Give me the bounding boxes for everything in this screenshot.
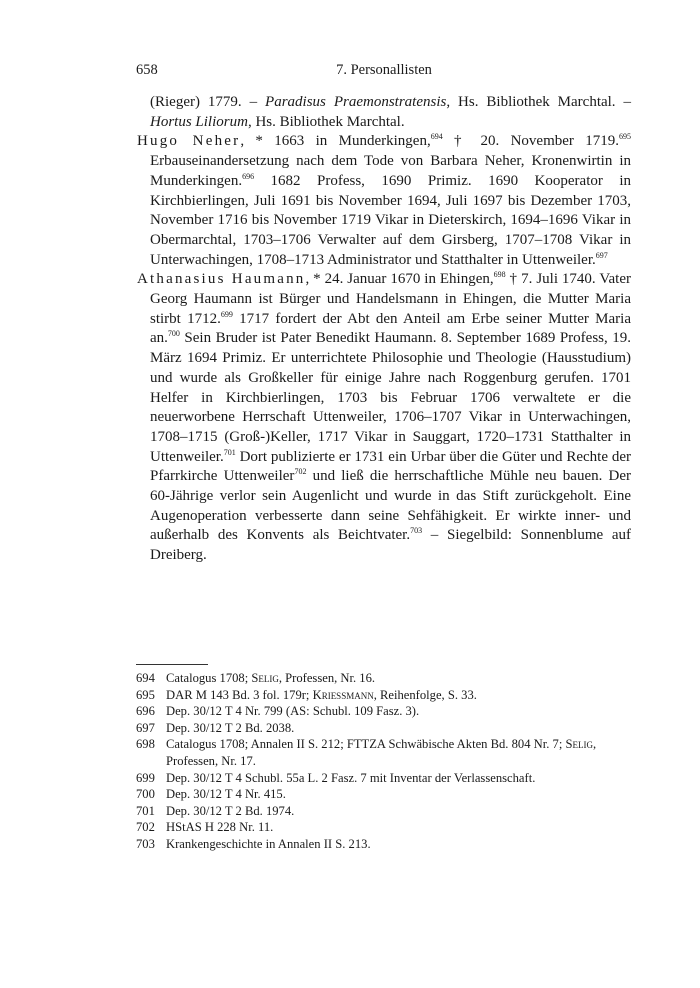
footnote-ref: 698 [493, 270, 506, 280]
footnote-number: 697 [136, 720, 155, 735]
footnote-ref: 696 [242, 171, 255, 181]
footnote-text: Dep. 30/12 T 4 Nr. 415. [166, 787, 286, 802]
footnote-text: DAR M 143 Bd. 3 fol. 179r; Kriessmann, Reihenfolge, S. 33. [166, 687, 477, 702]
footnote-ref: 697 [595, 250, 608, 260]
footnote-number: 696 [136, 704, 155, 719]
footnote-number: 699 [136, 770, 155, 785]
footnote [136, 703, 632, 720]
footnote-text: Krankengeschichte in Annalen II S. 213. [166, 836, 371, 851]
footnote-number: 695 [136, 687, 155, 702]
intro-title-1: Paradisus Praemonstratensis [265, 94, 447, 110]
footnote [136, 770, 632, 787]
footnote [136, 687, 632, 704]
entry-name: Athanasius Haumann [137, 271, 306, 288]
footnote-ref: 701 [223, 447, 236, 457]
footnotes [136, 670, 632, 853]
footnote-text: HStAS H 228 Nr. 11. [166, 820, 274, 835]
footnote-number: 698 [136, 737, 155, 752]
footnote-ref: 699 [220, 309, 233, 319]
footnote-text: Dep. 30/12 T 4 Schubl. 55a L. 2 Fasz. 7 mit Inventar der Verlassenschaft. [166, 770, 536, 785]
footnote-text: Dep. 30/12 T 2 Bd. 1974. [166, 803, 295, 818]
entry-text: † 20. November 1719. [442, 133, 619, 150]
intro-text: (Rieger) 1779. – [150, 94, 266, 110]
footnote-ref: 695 [619, 132, 631, 142]
footnote [136, 836, 632, 853]
page-header [136, 62, 632, 82]
footnote-ref: 694 [430, 132, 443, 142]
footnote-number: 701 [136, 803, 155, 818]
footnote [136, 736, 632, 769]
footnote-number: 694 [136, 671, 155, 685]
entry-name: Hugo Neher [137, 133, 241, 150]
entry-text: 1717 fordert der Abt den Anteil am Erbe seiner Mutter Maria an. [150, 310, 631, 347]
entry-text: – Siegelbild: Sonnenblume auf Dreiberg. [150, 527, 631, 564]
entry-text: Dort publizierte er 1731 ein Urbar über die Güter und Rechte der Pfarrkirche Uttenweiler [150, 448, 631, 485]
footnote-divider [136, 664, 208, 665]
entry-athanasius-haumann [137, 270, 631, 566]
footnote [136, 803, 632, 820]
main-text [137, 93, 631, 566]
footnote [136, 819, 632, 836]
footnote [136, 670, 632, 687]
entry-text: † 7. Juli 1740. Vater Georg Haumann ist Bürger und Handelsmann in Ehingen, die Mutter Maria stirbt 1712. [150, 271, 631, 327]
footnote-text: Dep. 30/12 T 2 Bd. 2038. [166, 720, 295, 735]
footnote [136, 720, 632, 737]
running-title: 7. Personallisten [336, 62, 432, 78]
footnote-text: Catalogus 1708; Annalen II S. 212; FTTZA Schwäbische Akten Bd. 804 Nr. 7; Selig, Professen, Nr. 17. [166, 737, 597, 768]
footnote-number: 703 [136, 836, 155, 851]
intro-title-2: Hortus Liliorum [150, 113, 248, 130]
footnote-number: 702 [136, 820, 155, 835]
entry-text: Erbauseinandersetzung nach dem Tode von Barbara Neher, Kronenwirtin in Munderkingen. [150, 153, 631, 189]
footnote-ref: 703 [410, 526, 423, 536]
footnote-text: Catalogus 1708; Selig, Professen, Nr. 16. [166, 671, 376, 685]
entry-text: Sein Bruder ist Pater Benedikt Haumann. 8. September 1689 Profess, 19. März 1694 Primiz. Er unterrichtete Philosophie und Theologie (Hausstudium) und wurde als Großkeller für einige Jahre nach Roggenburg gerufen. 1701 Helfer in Kirchbierlingen, 1703 bis Februar 1706 verwaltete er die neuerworbene Herrschaft Uttenweiler, 1706–1707 Vikar in Unterwachingen, 1708–1715 (Groß-)Keller, 1717 Vikar in Sauggart, 1720–1731 Statthalter in Uttenweiler. [150, 330, 631, 465]
intro-paragraph [137, 93, 631, 132]
entry-text: , * 1663 in Munderkingen, [240, 133, 431, 150]
footnote-ref: 700 [167, 329, 180, 339]
intro-text: , Hs. Bibliothek Marchtal. – [446, 94, 631, 110]
entry-text: , * 24. Januar 1670 in Ehingen, [305, 271, 494, 288]
entry-hugo-neher [137, 132, 631, 270]
page-number: 658 [136, 62, 158, 78]
footnote-text: Dep. 30/12 T 4 Nr. 799 (AS: Schubl. 109 Fasz. 3). [166, 704, 420, 719]
entry-text: 1682 Profess, 1690 Primiz. 1690 Kooperator in Kirchbierlingen, Juli 1691 bis November 1694, Juli 1697 bis Dezember 1703, November 1716 bis November 1719 Vikar in Dieterskirch, 1694–1696 Vikar in Obermarchtal, 1703–1706 Verwalter auf dem Girsberg, 1707–1708 Vikar in Unterwachingen, 1708–1713 Administrator und Statthalter in Uttenweiler. [150, 172, 631, 268]
intro-text: , Hs. Bibliothek Marchtal. [247, 113, 405, 130]
footnote-ref: 702 [294, 467, 307, 477]
entry-text: und ließ die herrschaftliche Mühle neu bauen. Der 60-Jährige verlor sein Augenlicht und wurde in das Stift zurückgeholt. Eine Augenoperation verbesserte dann seine Sehfähigkeit. Er wirkte inner- und außerhalb des Konvents als Beichtvater. [150, 468, 631, 544]
footnote [136, 786, 632, 803]
footnote-number: 700 [136, 787, 155, 802]
